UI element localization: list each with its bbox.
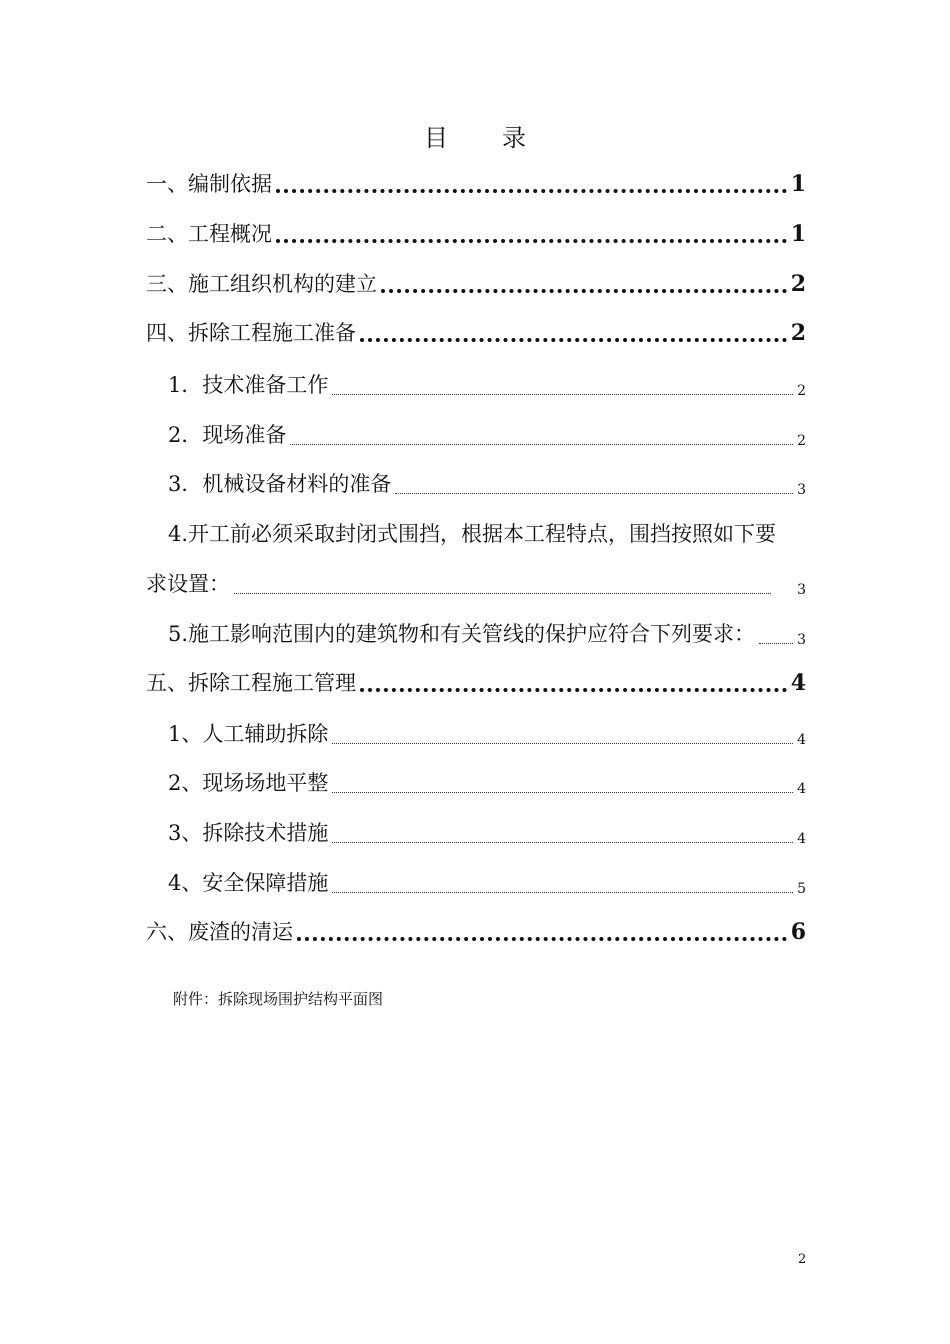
toc-entry-section-3[interactable] [146,270,806,298]
toc-entry-label: 二、工程概况 [146,222,272,246]
toc-entry-section-1[interactable] [146,170,806,198]
dot-leader [332,792,793,793]
dot-leader [332,743,793,744]
toc-entry-label: 2、现场场地平整 [168,771,329,795]
toc-entry-page: 4 [790,670,806,696]
toc-entry-section-6[interactable] [146,918,806,946]
toc-entry-label: 一、编制依据 [146,172,272,196]
toc-entry-page: 3 [797,482,806,498]
toc-entry-item4[interactable] [146,570,806,598]
toc-entry-label: 六、废渣的清运 [146,920,293,944]
toc-entry-label: 3．机械设备材料的准备 [168,472,392,496]
toc-entry-page: 2 [797,383,806,399]
toc-entry-page: 1 [790,171,806,197]
toc-entry-page: 3 [797,582,806,598]
dot-leader [332,892,793,893]
dot-leader [276,239,787,243]
toc-entry-page: 6 [790,919,806,945]
toc-entry-item4-line1[interactable]: 4.开工前必须采取封闭式围挡，根据本工程特点，围挡按照如下要 [168,522,777,546]
toc-entry-prep-3[interactable] [168,470,806,498]
toc-entry-page: 2 [797,433,806,449]
dot-leader [276,189,787,193]
toc-entry-prep-2[interactable] [168,421,806,449]
toc-entry-label: 五、拆除工程施工管理 [146,671,356,695]
toc-entry-mgmt-4[interactable] [168,869,806,897]
toc-entry-section-4[interactable] [146,319,806,347]
toc-entry-mgmt-2[interactable] [168,769,806,797]
toc-entry-page: 4 [797,781,806,797]
toc-entry-label: 求设置： [146,572,230,596]
toc-entry-section-5[interactable] [146,669,806,697]
toc-entry-section-2[interactable] [146,220,806,248]
dot-leader [360,338,787,342]
toc-entry-page: 4 [797,831,806,847]
toc-entry-label: 4、安全保障措施 [168,871,329,895]
dot-leader [332,842,793,843]
toc-entry-label: 1、人工辅助拆除 [168,722,329,746]
dot-leader [759,643,793,644]
toc-title-char-2: 录 [502,124,526,152]
dot-leader [297,937,787,941]
toc-entry-label: 1．技术准备工作 [168,373,329,397]
toc-entry-page: 3 [797,632,806,648]
dot-leader [395,493,793,494]
toc-entry-item5[interactable] [168,620,806,648]
toc-entry-label: 三、施工组织机构的建立 [146,272,377,296]
attachment-note: 附件：拆除现场围护结构平面图 [173,990,384,1008]
toc-entry-label: 2．现场准备 [168,423,287,447]
toc-entry-prep-1[interactable] [168,371,806,399]
footer-page-number: 2 [798,1252,807,1267]
toc-entry-page: 2 [790,320,806,346]
toc-title [0,118,950,153]
dot-leader [290,444,793,445]
toc-entry-label: 四、拆除工程施工准备 [146,321,356,345]
toc-title-char-1: 目 [424,124,448,152]
toc-entry-page: 1 [790,221,806,247]
toc-entry-page: 2 [790,271,806,297]
dot-leader [360,688,787,692]
dot-leader [381,289,787,293]
toc-entry-mgmt-3[interactable] [168,819,806,847]
dot-leader [234,593,771,594]
toc-entry-page: 4 [797,732,806,748]
toc-entry-page: 5 [797,881,806,897]
toc-entry-label: 3、拆除技术措施 [168,821,329,845]
toc-entry-mgmt-1[interactable] [168,720,806,748]
dot-leader [332,394,793,395]
toc-entry-label: 5.施工影响范围内的建筑物和有关管线的保护应符合下列要求： [168,622,756,646]
